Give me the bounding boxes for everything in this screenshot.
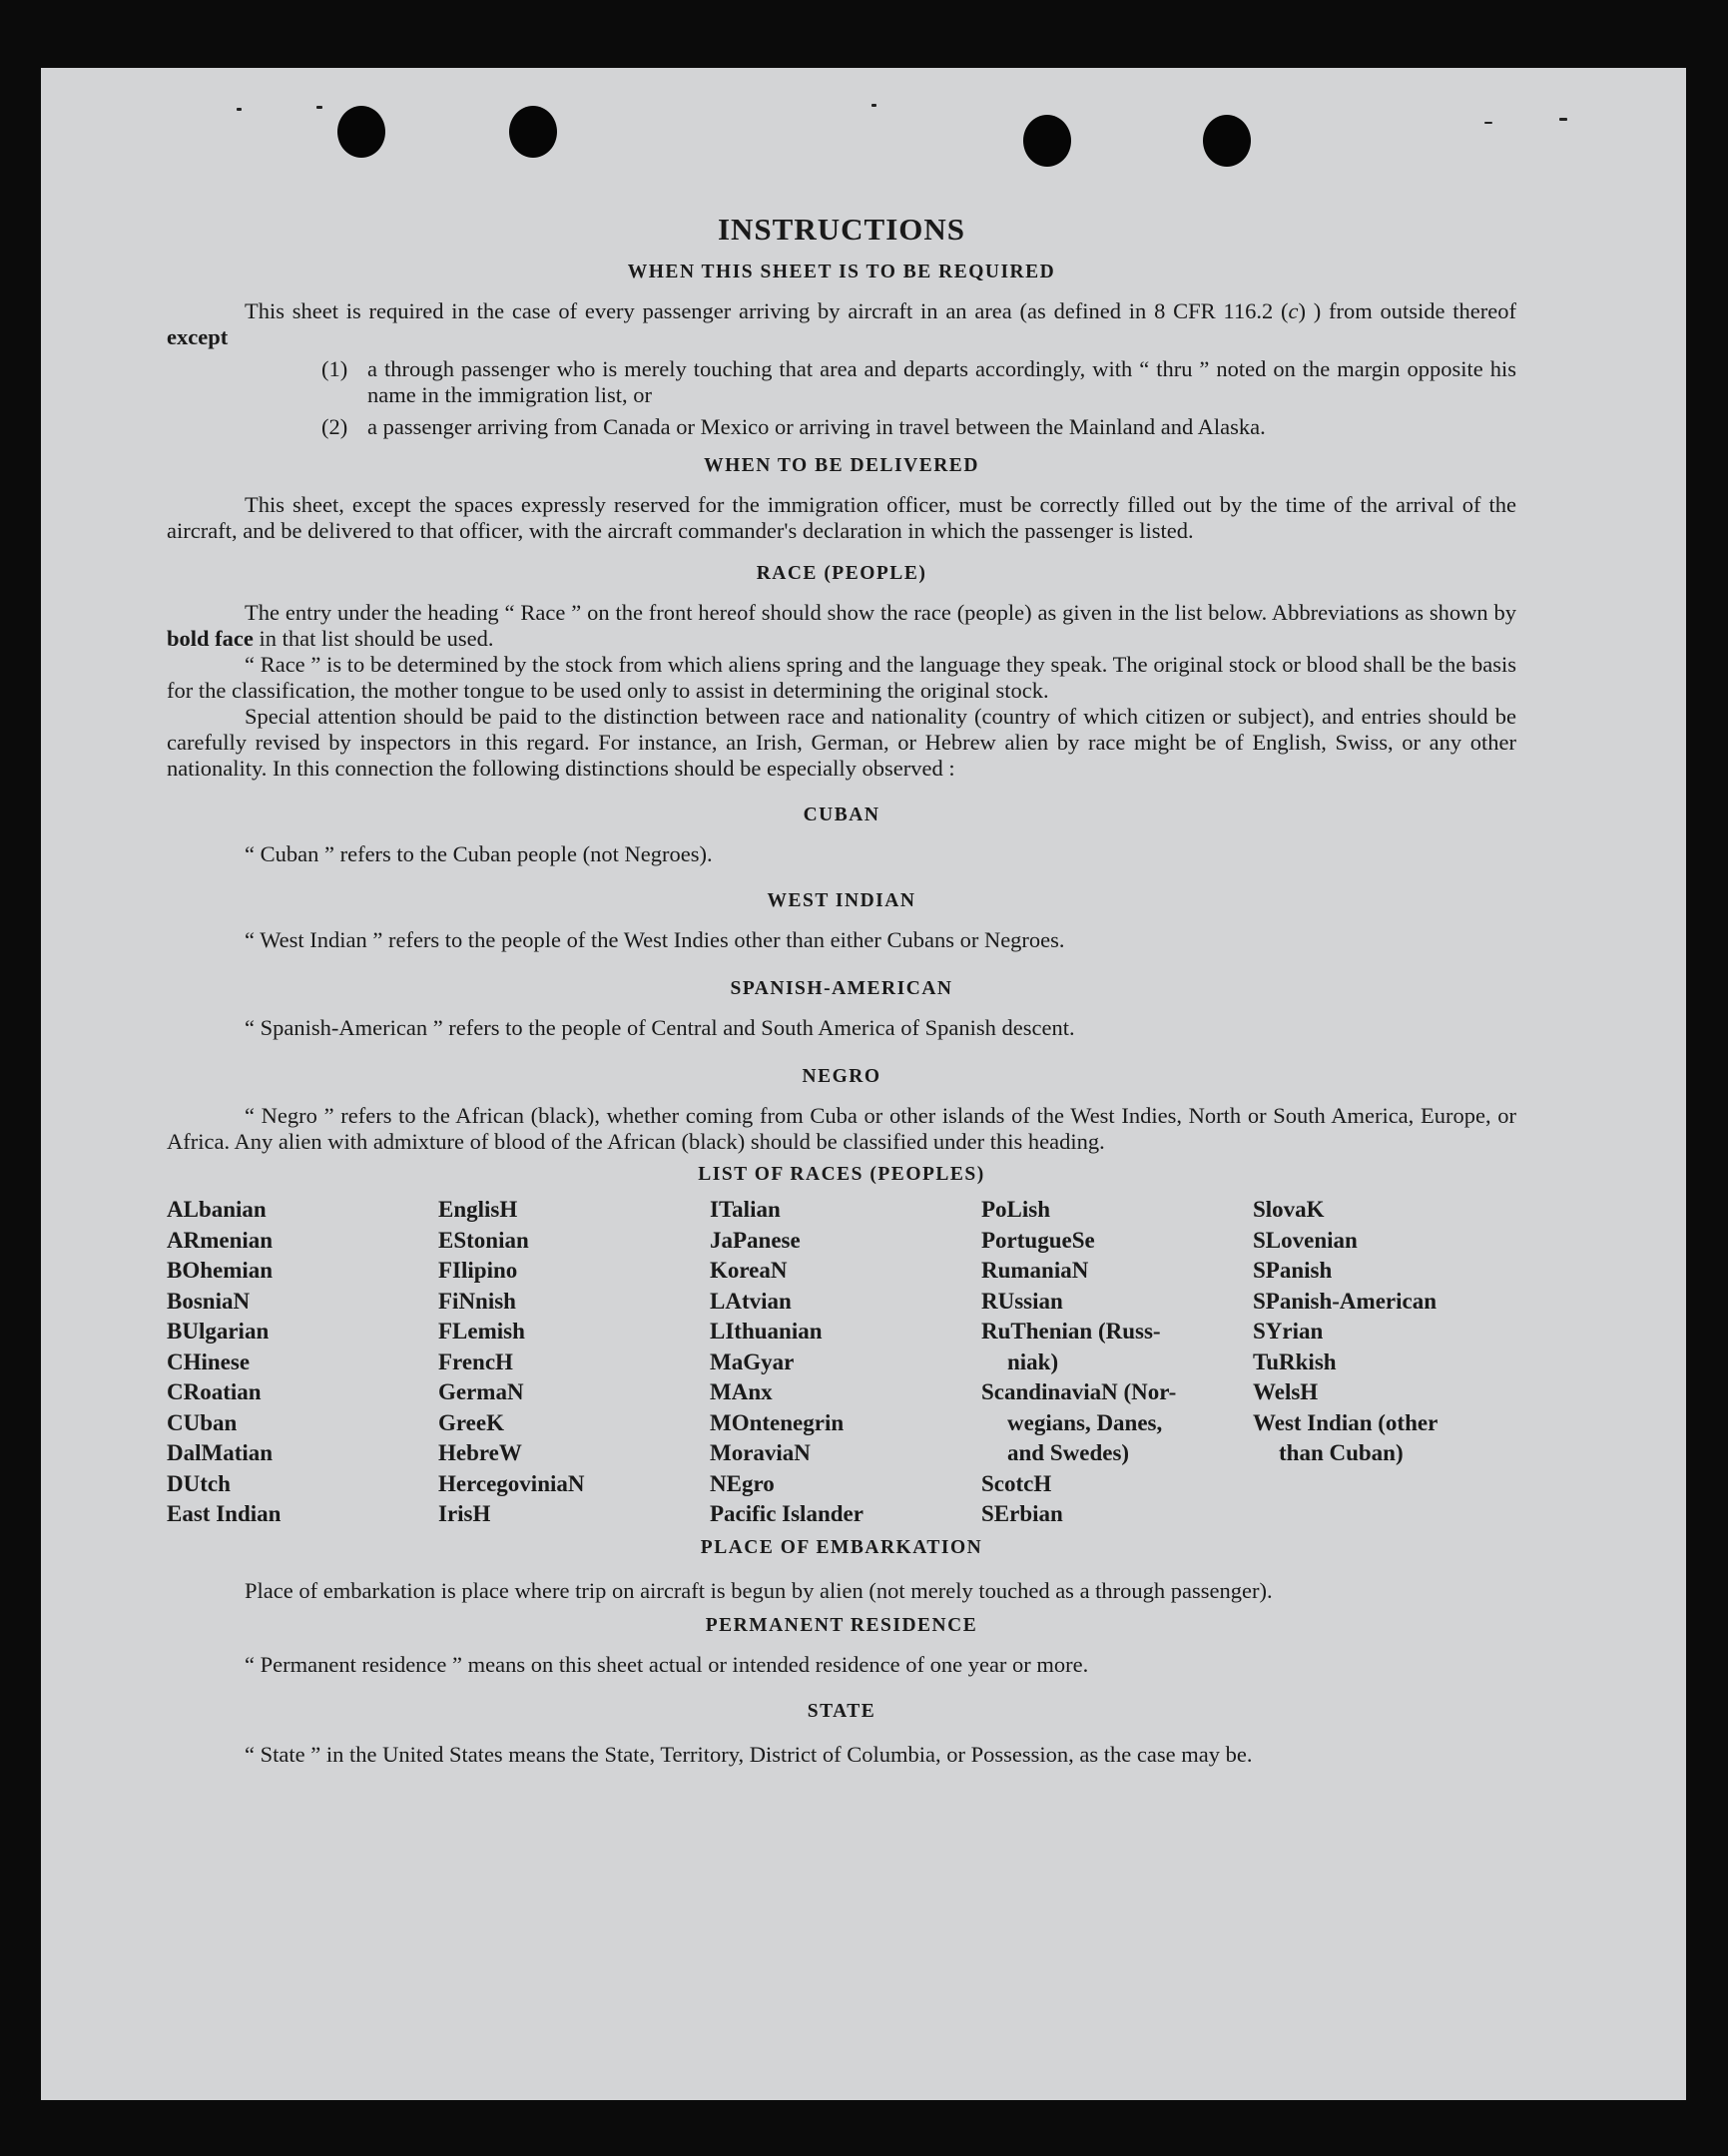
list-item: (1) a through passenger who is merely touching that area and departs accordingly, with “ thru ” noted on the margin opposite his name in the immigration list, or [321, 356, 1516, 407]
races-column [167, 1195, 438, 1530]
race-entry: East Indian [167, 1501, 282, 1526]
race-entry: RumaniaN [981, 1258, 1089, 1283]
race-entry: MOntenegrin [710, 1409, 845, 1435]
race-entry: wegians, Danes, [1007, 1409, 1163, 1435]
race-entry: WelsH [1253, 1379, 1319, 1404]
race-entry: FiNnish [438, 1288, 516, 1314]
race-entry: BUlgarian [167, 1319, 270, 1344]
race-entry: SPanish [1253, 1258, 1333, 1283]
race-paragraph-3: Special attention should be paid to the distinction between race and nationality (country of which citizen or subject), and entries should be carefully revised by inspectors in this regard. For instance, an Irish, German, or Hebrew alien by race might be of English, Swiss, or any other nationality. In this connection the following distinctions should be especially observed : [167, 704, 1516, 781]
spanish-american-text: “ Spanish-American ” refers to the people of Central and South America of Spanish descent. [245, 1015, 1075, 1040]
race-entry: MaGyar [710, 1348, 795, 1374]
heading-embarkation: PLACE OF EMBARKATION [700, 1536, 983, 1558]
heading-west-indian: WEST INDIAN [767, 890, 916, 911]
race-entry: CHinese [167, 1348, 251, 1374]
race-entry: ScotcH [981, 1470, 1052, 1496]
heading-delivered: WHEN TO BE DELIVERED [704, 455, 979, 476]
race-entry: BOhemian [167, 1258, 274, 1283]
race-entry: Pacific Islander [710, 1501, 864, 1526]
race-entry: CUban [167, 1409, 238, 1435]
race-entry: FIlipino [438, 1258, 518, 1283]
races-column [710, 1195, 981, 1530]
cuban-text: “ Cuban ” refers to the Cuban people (not Negroes). [245, 841, 713, 866]
race-entry: and Swedes) [1007, 1440, 1130, 1465]
race-paragraph-1: The entry under the heading “ Race ” on the front hereof should show the race (people) as given in the list below. Abbreviations as shown by bold face in that list should be used. [167, 600, 1516, 651]
race-entry: ITalian [710, 1197, 781, 1222]
race-paragraph-2: “ Race ” is to be determined by the stock from which aliens spring and the language they speak. The original stock or blood shall be the basis for the classification, the mother tongue to be used only to assist in determining the original stock. [167, 652, 1516, 703]
race-entry: EnglisH [438, 1197, 518, 1222]
speck [1559, 118, 1567, 121]
race-entry: EStonian [438, 1227, 529, 1253]
races-column [981, 1195, 1253, 1530]
race-entry: West Indian (other [1253, 1409, 1439, 1435]
speck [871, 104, 876, 107]
race-entry: ALbanian [167, 1197, 267, 1222]
race-entry: HercegoviniaN [438, 1470, 585, 1496]
race-entry: FLemish [438, 1319, 525, 1344]
negro-text: “ Negro ” refers to the African (black), whether coming from Cuba or other islands of the West Indies, North or South America, Europe, or Africa. Any alien with admixture of blood of the African (black) should be classified under this heading. [167, 1103, 1516, 1154]
race-entry: DUtch [167, 1470, 231, 1496]
race-entry: KoreaN [710, 1258, 788, 1283]
race-entry: TuRkish [1253, 1348, 1337, 1374]
heading-race: RACE (PEOPLE) [756, 563, 927, 584]
race-entry: SErbian [981, 1501, 1063, 1526]
list-item: (2) a passenger arriving from Canada or Mexico or arriving in travel between the Mainland and Alaska. [321, 414, 1266, 439]
race-entry: HebreW [438, 1440, 522, 1465]
race-entry: LAtvian [710, 1288, 792, 1314]
races-column [438, 1195, 710, 1530]
page-title: INSTRUCTIONS [717, 212, 965, 247]
speck [237, 108, 242, 111]
race-entry: RuThenian (Russ- [981, 1319, 1161, 1344]
race-entry: ScandinaviaN (Nor- [981, 1379, 1177, 1404]
residence-text: “ Permanent residence ” means on this sheet actual or intended residence of one year or more. [245, 1651, 1089, 1677]
race-entry: BosniaN [167, 1288, 251, 1314]
delivered-text: This sheet, except the spaces expressly reserved for the immigration officer, must be correctly filled out by the time of the arrival of the aircraft, and be delivered to that officer, with the aircraft commander's declaration in which the passenger is listed. [167, 492, 1516, 543]
heading-races-list: LIST OF RACES (PEOPLES) [698, 1164, 985, 1185]
race-entry: MAnx [710, 1379, 773, 1404]
speck [316, 106, 322, 109]
race-entry: SlovaK [1253, 1197, 1325, 1222]
race-entry: SYrian [1253, 1319, 1324, 1344]
heading-required: WHEN THIS SHEET IS TO BE REQUIRED [627, 262, 1056, 282]
race-entry: NEgro [710, 1470, 775, 1496]
race-entry: JaPanese [710, 1227, 801, 1253]
heading-residence: PERMANENT RESIDENCE [705, 1614, 978, 1636]
race-entry: GreeK [438, 1409, 504, 1435]
races-list [167, 1195, 1516, 1530]
heading-spanish-american: SPANISH-AMERICAN [730, 978, 953, 999]
heading-cuban: CUBAN [803, 805, 880, 825]
race-entry: MoraviaN [710, 1440, 811, 1465]
race-entry: CRoatian [167, 1379, 262, 1404]
race-entry: SLovenian [1253, 1227, 1358, 1253]
race-entry: PortugueSe [981, 1227, 1095, 1253]
state-text: “ State ” in the United States means the State, Territory, District of Columbia, or Possession, as the case may be. [245, 1741, 1253, 1767]
race-entry: LIthuanian [710, 1319, 823, 1344]
race-entry: PoLish [981, 1197, 1051, 1222]
race-entry: RUssian [981, 1288, 1063, 1314]
speck [1484, 122, 1492, 124]
race-entry: SPanish-American [1253, 1288, 1437, 1314]
races-column [1253, 1195, 1516, 1530]
heading-state: STATE [807, 1700, 876, 1722]
heading-negro: NEGRO [802, 1066, 881, 1087]
required-intro: This sheet is required in the case of every passenger arriving by aircraft in an area (as defined in 8 CFR 116.2 (c) ) from outside thereof except [167, 298, 1516, 349]
document-content [167, 145, 1516, 1772]
race-entry: DalMatian [167, 1440, 274, 1465]
race-entry: GermaN [438, 1379, 524, 1404]
race-entry: than Cuban) [1279, 1440, 1404, 1465]
embarkation-text: Place of embarkation is place where trip on aircraft is begun by alien (not merely touched as a through passenger). [245, 1577, 1273, 1603]
race-entry: FrencH [438, 1348, 513, 1374]
race-entry: IrisH [438, 1501, 491, 1526]
race-entry: niak) [1007, 1348, 1059, 1374]
west-indian-text: “ West Indian ” refers to the people of the West Indies other than either Cubans or Negroes. [245, 927, 1065, 952]
race-entry: ARmenian [167, 1227, 274, 1253]
